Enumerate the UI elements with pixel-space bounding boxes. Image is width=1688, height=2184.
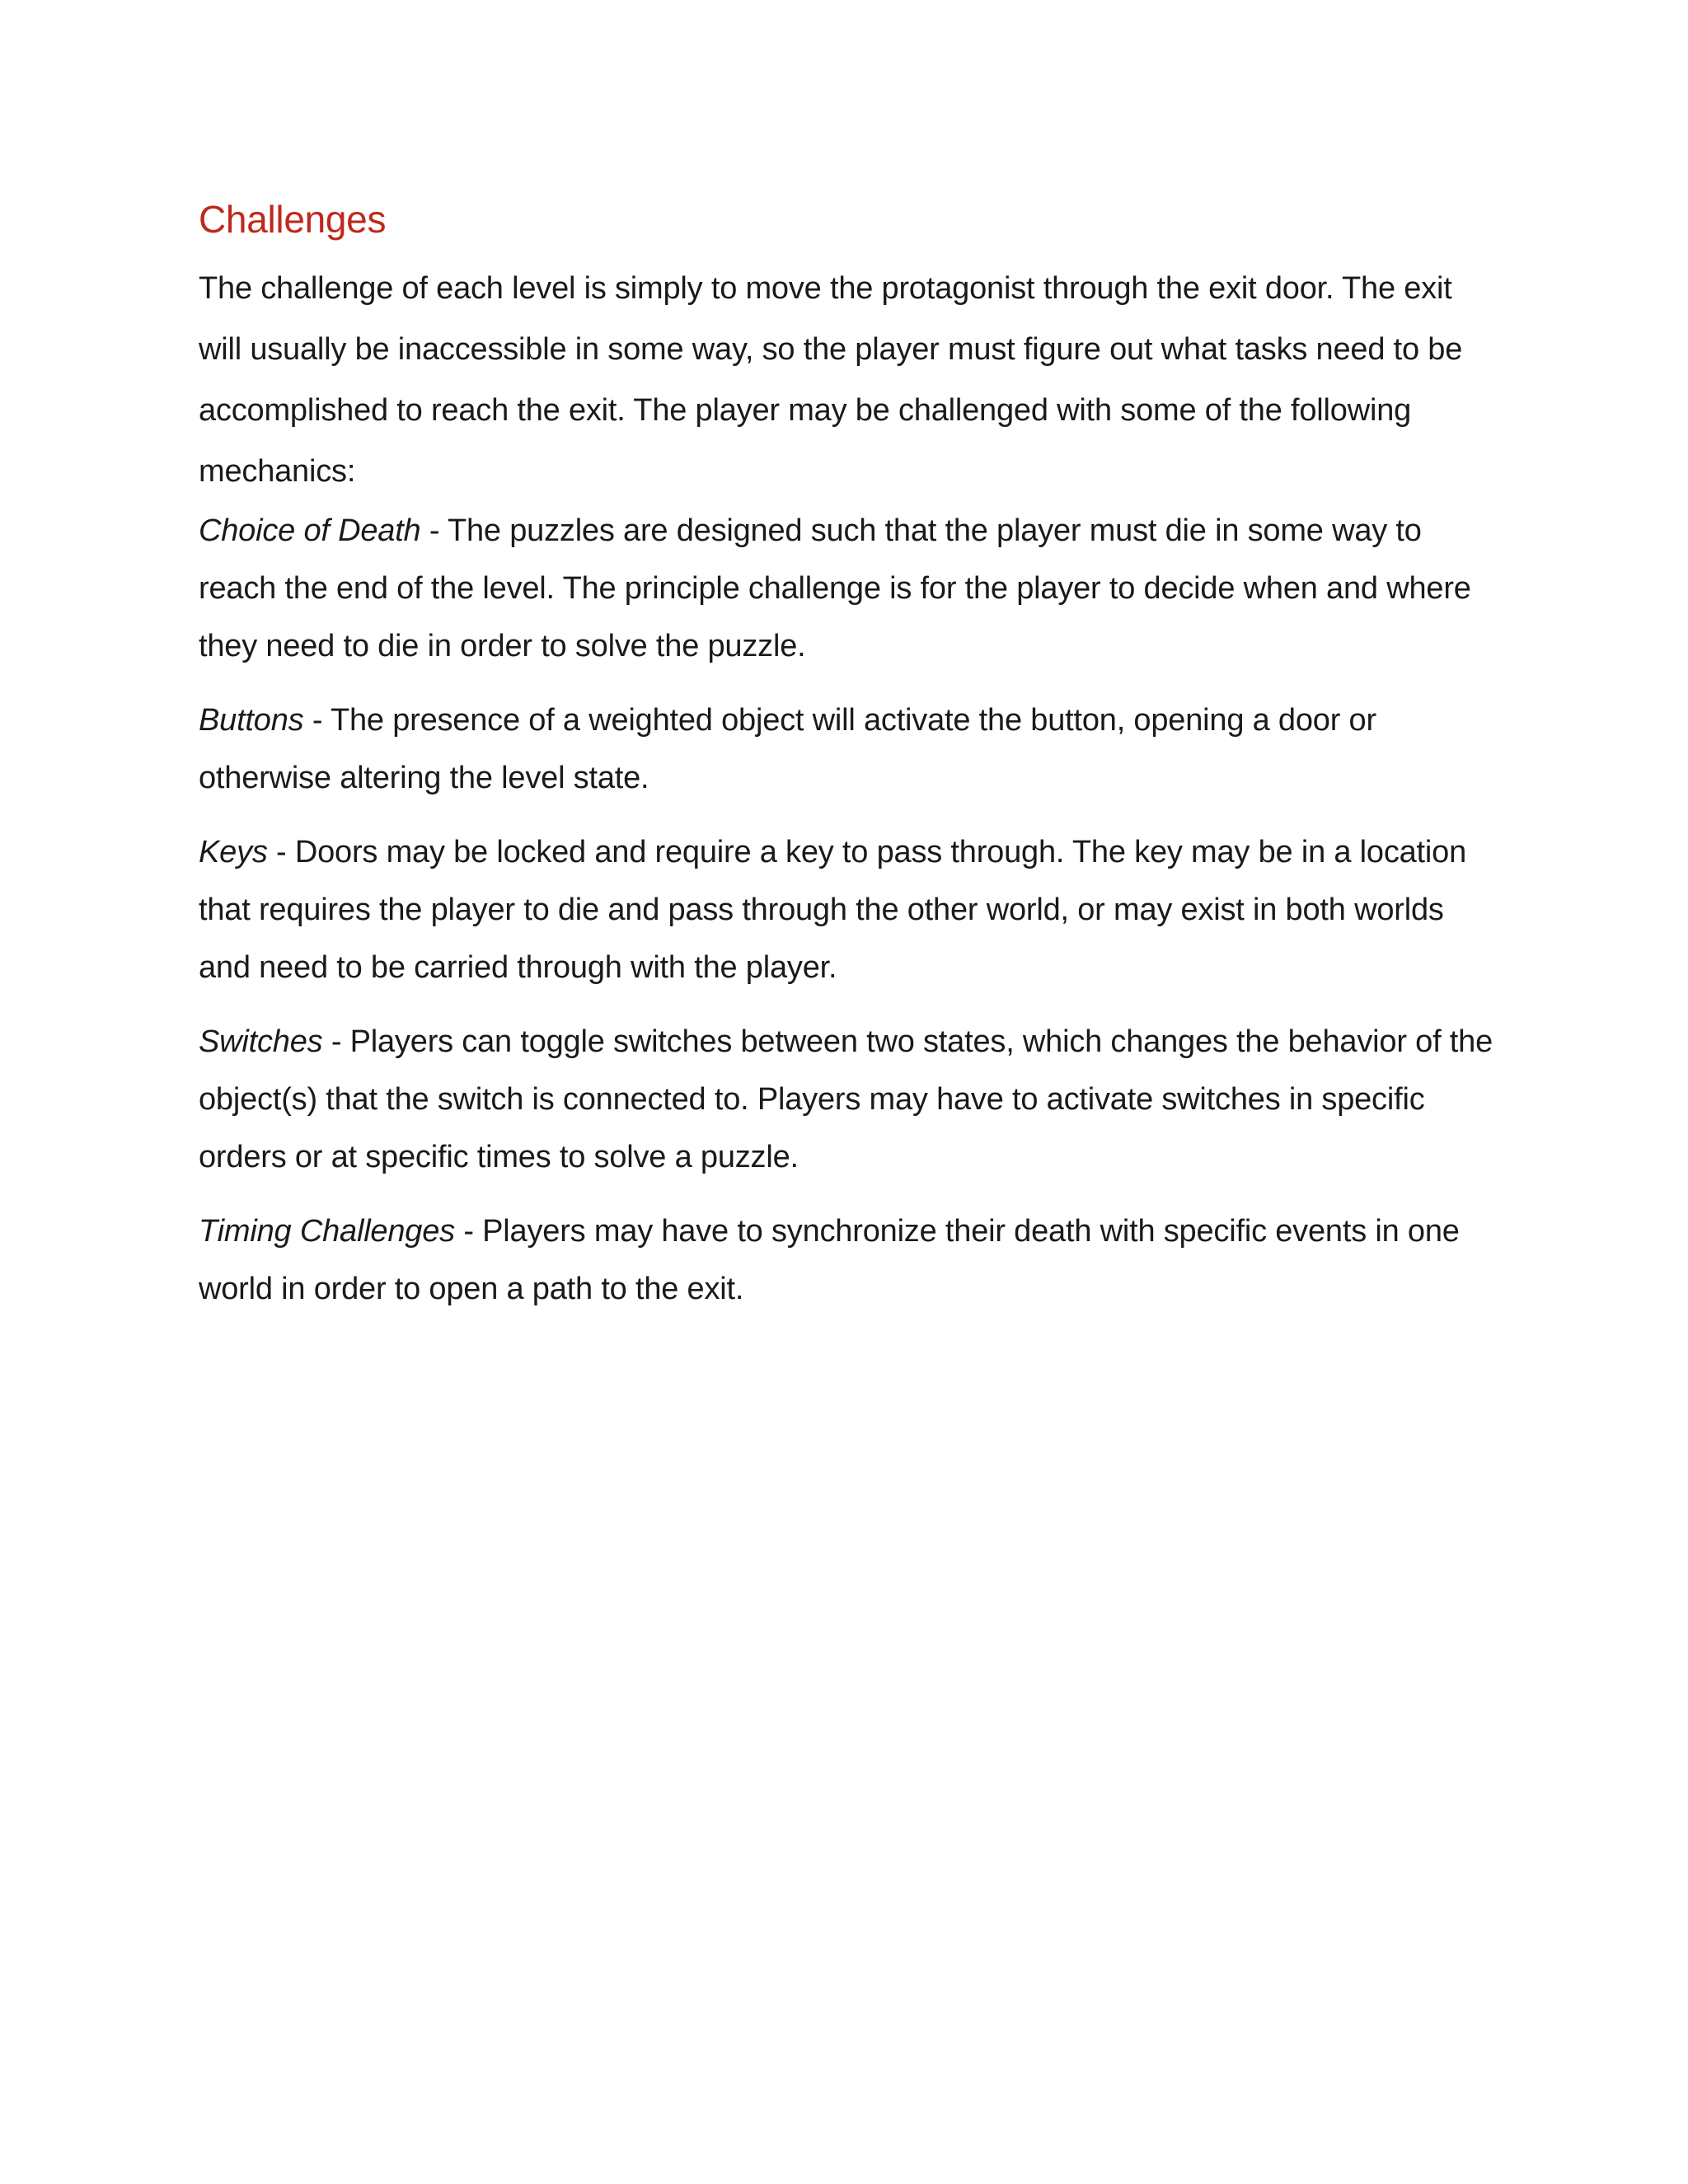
mechanic-description: - Doors may be locked and require a key to pass through. The key may be in a location that requires the player to die and pass through the other world, or may exist in both worlds and need to be carried through with the player. [199,834,1467,985]
document-content [199,198,1501,1334]
mechanic-term: Buttons [199,702,304,738]
mechanic-description: - Players may have to synchronize their death with specific events in one world in order to open a path to the exit. [199,1213,1460,1306]
mechanic-term: Switches [199,1024,323,1059]
mechanic-term: Keys [199,834,268,869]
mechanic-item [199,1202,1501,1318]
mechanic-item [199,502,1501,675]
mechanic-term: Choice of Death [199,513,421,548]
mechanic-item [199,691,1501,807]
intro-paragraph: The challenge of each level is simply to move the protagonist through the exit door. The exit will usually be inaccessible in some way, so the player must figure out what tasks need to be accomplished to reach the exit. The player may be challenged with some of the following mechanics: [199,270,1463,489]
mechanic-item [199,1013,1501,1186]
section-heading: Challenges [199,198,387,241]
mechanic-description: - The presence of a weighted object will activate the button, opening a door or otherwise altering the level state. [199,702,1376,795]
mechanic-description: - The puzzles are designed such that the player must die in some way to reach the end of the level. The principle challenge is for the player to decide when and where they need to die in order to solve the puzzle. [199,513,1471,663]
mechanic-item [199,823,1501,996]
mechanic-description: - Players can toggle switches between two states, which changes the behavior of the object(s) that the switch is connected to. Players may have to activate switches in specific orders or at specific times to solve a puzzle. [199,1024,1493,1174]
mechanic-term: Timing Challenges [199,1213,455,1249]
